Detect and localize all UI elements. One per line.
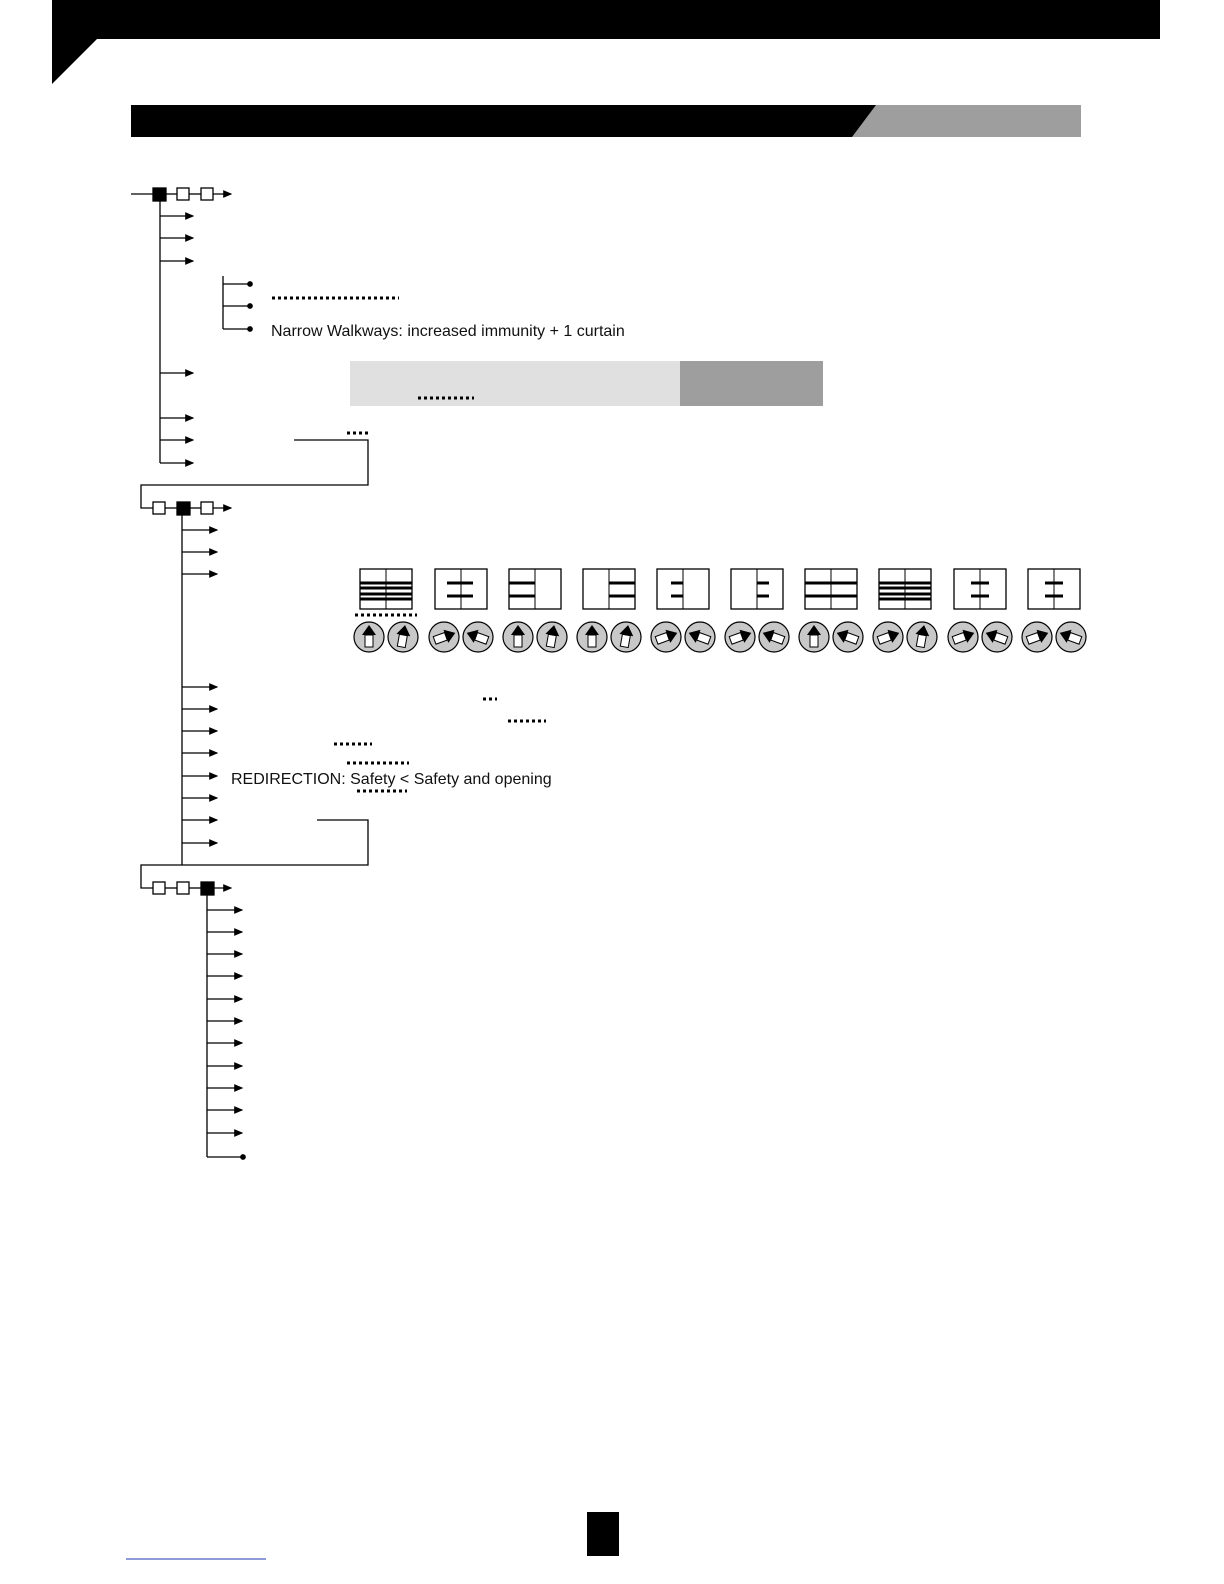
menu-level-2 <box>141 502 368 888</box>
walkways-text: Narrow Walkways: increased immunity + 1 curtain <box>271 323 625 340</box>
door-config-8 <box>873 569 937 652</box>
door-config-7 <box>799 569 863 652</box>
redirection-suffix: < Safety and opening <box>395 771 552 788</box>
page-footer <box>126 1512 619 1559</box>
door-configurations <box>354 569 1086 652</box>
door-config-1 <box>354 569 418 652</box>
door-config-6 <box>725 569 789 652</box>
menu-level-1 <box>131 188 368 508</box>
header-band <box>52 0 1160 84</box>
door-config-3 <box>503 569 567 652</box>
gray-note-box <box>350 361 823 406</box>
door-config-9 <box>948 569 1012 652</box>
door-config-2 <box>429 569 493 652</box>
door-config-5 <box>651 569 715 652</box>
door-config-4 <box>577 569 641 652</box>
menu-level-3 <box>153 882 245 1159</box>
page-number-block <box>587 1512 619 1556</box>
redirection-word: Safety <box>350 771 396 788</box>
door-config-10 <box>1022 569 1086 652</box>
redirection-prefix: REDIRECTION: <box>231 771 351 788</box>
section-title-bar <box>131 105 1081 137</box>
